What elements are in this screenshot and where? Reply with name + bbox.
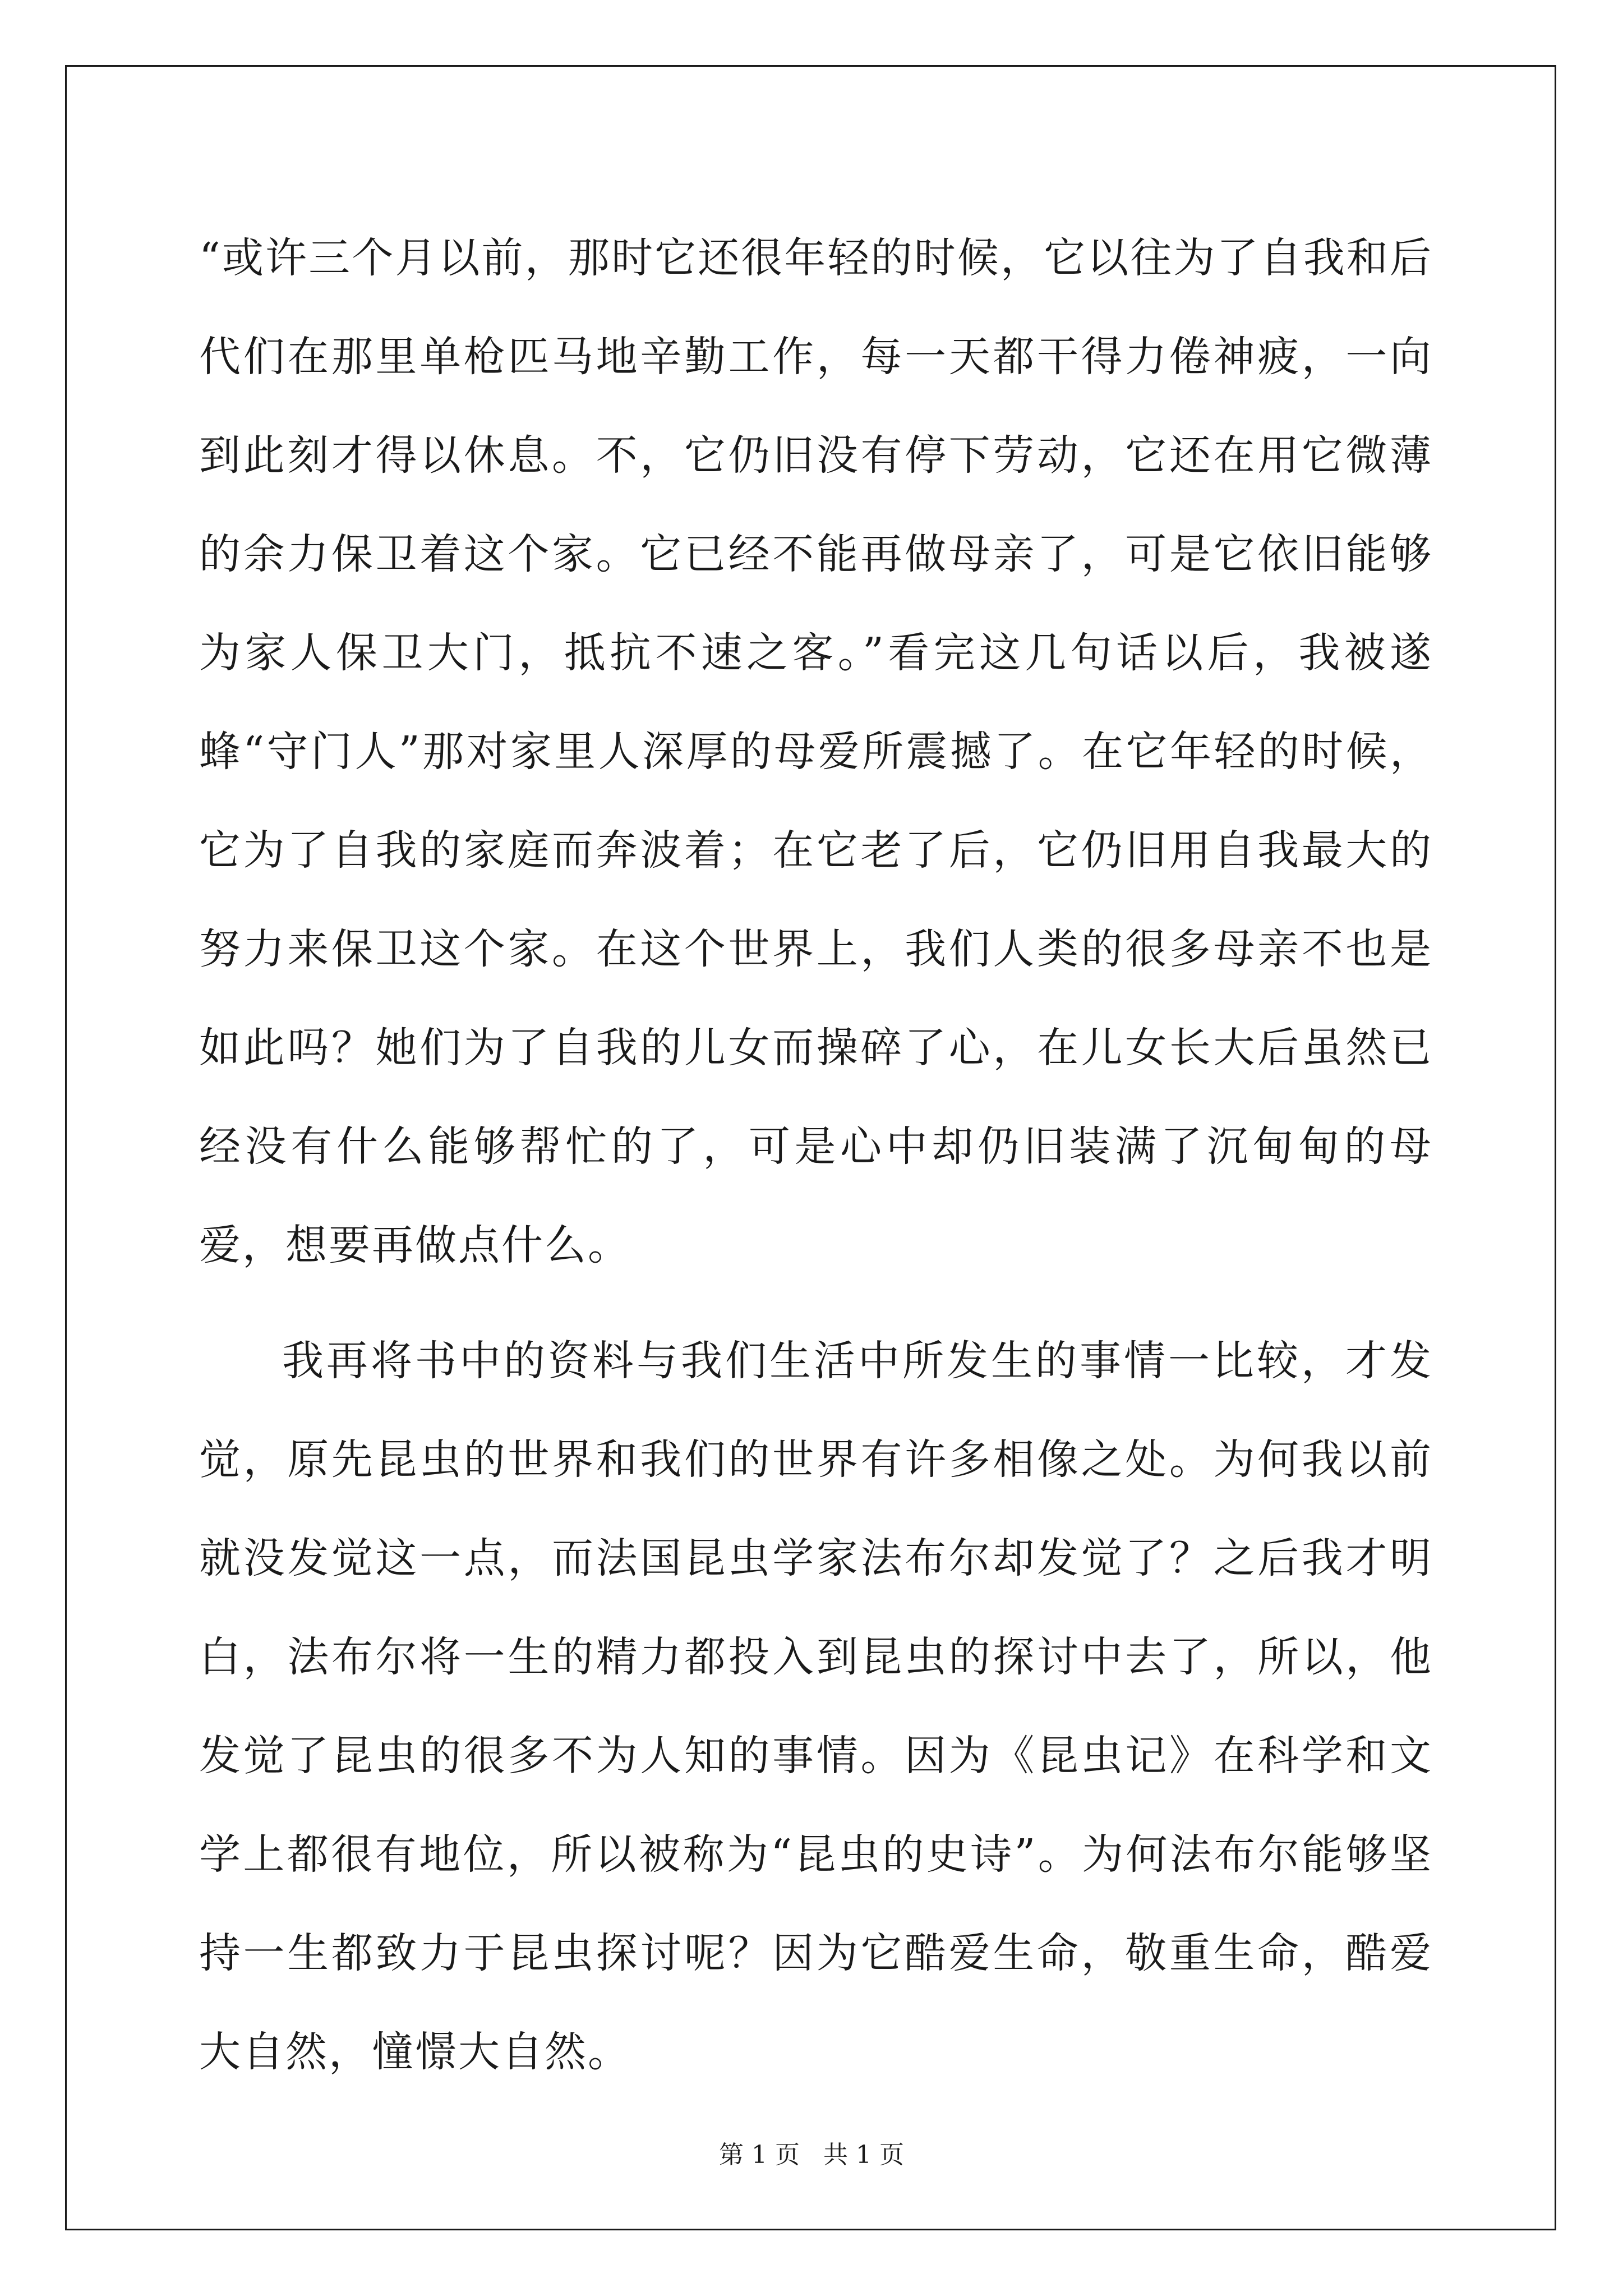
paragraph-1: “或许三个月以前，那时它还很年轻的时候，它以往为了自我和后代们在那里单枪匹马地辛勤工作，每一天都干得力倦神疲，一向到此刻才得以休息。不，它仍旧没有停下劳动，它还在用它微薄的余力保卫着这个家。它已经不能再做母亲了，可是它依旧能够为家人保卫大门，抵抗不速之客。”看完这几句话以后，我被遂蜂“守门人”那对家里人深厚的母爱所震撼了。在它年轻的时候，它为了自我的家庭而奔波着；在它老了后，它仍旧用自我最大的努力来保卫这个家。在这个世界上，我们人类的很多母亲不也是如此吗？她们为了自我的儿女而操碎了心，在儿女长大后虽然已经没有什么能够帮忙的了，可是心中却仍旧装满了沉甸甸的母爱，想要再做点什么。 [199, 234, 1433, 1269]
document-body [199, 209, 1433, 2101]
page-footer: 第 1 页 共 1 页 [719, 2141, 904, 2169]
paragraph-2: 我再将书中的资料与我们生活中所发生的事情一比较，才发觉，原先昆虫的世界和我们的世界有许多相像之处。为何我以前就没发觉这一点，而法国昆虫学家法布尔却发觉了？之后我才明白，法布尔将一生的精力都投入到昆虫的探讨中去了，所以，他发觉了昆虫的很多不为人知的事情。因为《昆虫记》在科学和文学上都很有地位，所以被称为“昆虫的史诗”。为何法布尔能够坚持一生都致力于昆虫探讨呢？因为它酷爱生命，敬重生命，酷爱大自然，憧憬大自然。 [199, 1337, 1433, 2076]
